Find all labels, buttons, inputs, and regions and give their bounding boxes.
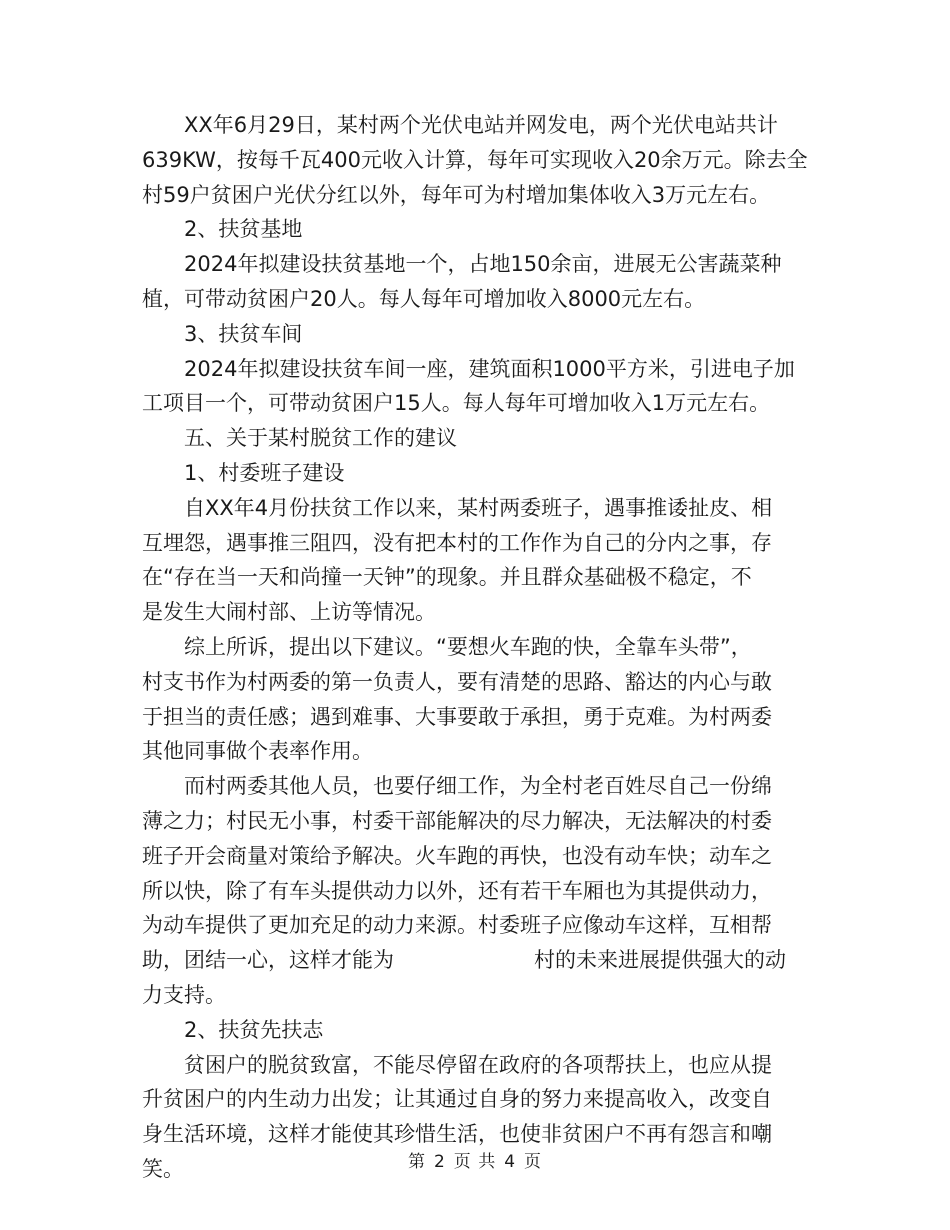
line-fragment: 助，团结一心，这样才能为 [142, 948, 394, 973]
paragraph-line: 综上所诉，提出以下建议。“要想火车跑的快，全靠车头带”， [184, 634, 752, 659]
page-label-mid: 页 共 [453, 1152, 497, 1172]
paragraph-line: 班子开会商量对策给予解决。火车跑的再快，也没有动车快；动车之 [142, 843, 772, 868]
page-label-suffix: 页 [524, 1152, 543, 1172]
paragraph-line: XX年6月29日，某村两个光伏电站并网发电，两个光伏电站共计 [184, 113, 778, 137]
paragraph-line: 为动车提供了更加充足的动力来源。村委班子应像动车这样，互相帮 [142, 913, 772, 938]
total-pages-number: 4 [504, 1152, 517, 1172]
paragraph-line: 升贫困户的内生动力出发；让其通过自身的努力来提高收入，改变自 [142, 1087, 772, 1112]
section-heading: 五、关于某村脱贫工作的建议 [184, 426, 457, 451]
section-heading: 1、村委班子建设 [184, 460, 345, 485]
paragraph-line: 是发生大闹村部、上访等情况。 [142, 600, 436, 625]
paragraph-line-split [142, 943, 810, 978]
paragraph-line: 2024年拟建设扶贫基地一个，占地150余亩，进展无公害蔬菜种 [184, 252, 782, 277]
paragraph-line: 所以快，除了有车头提供动力以外，还有若干车厢也为其提供动力， [142, 878, 772, 903]
paragraph-line: 植，可带动贫困户20人。每人每年可增加收入8000元左右。 [142, 286, 706, 311]
line-fragment: 村的未来进展提供强大的动 [534, 948, 786, 973]
paragraph-line: 力支持。 [142, 982, 226, 1007]
page-footer [0, 1147, 950, 1172]
paragraph-line: 工项目一个，可带动贫困户15人。每人每年可增加收入1万元左右。 [142, 391, 771, 416]
document-body [142, 108, 810, 1187]
paragraph-line: 贫困户的脱贫致富，不能尽停留在政府的各项帮扶上，也应从提 [184, 1052, 772, 1077]
paragraph-line: 笑。 [142, 1156, 184, 1181]
paragraph-line: 而村两委其他人员，也要仔细工作，为全村老百姓尽自己一份绵 [184, 774, 772, 799]
section-heading: 2、扶贫先扶志 [184, 1017, 324, 1042]
current-page-number: 2 [433, 1152, 446, 1172]
paragraph-line: 村支书作为村两委的第一负责人，要有清楚的思路、豁达的内心与敢 [142, 669, 772, 694]
paragraph-line: 639KW，按每千瓦400元收入计算，每年可实现收入20余万元。除去全 [142, 147, 808, 172]
paragraph-line: 在“存在当一天和尚撞一天钟”的现象。并且群众基础极不稳定，不 [142, 565, 752, 590]
paragraph-line: 于担当的责任感；遇到难事、大事要敢于承担，勇于克难。为村两委 [142, 704, 772, 729]
paragraph-line: 其他同事做个表率作用。 [142, 739, 373, 764]
section-heading: 3、扶贫车间 [184, 321, 303, 346]
section-heading: 2、扶贫基地 [184, 217, 303, 242]
paragraph-line: 村59户贫困户光伏分红以外，每年可为村增加集体收入3万元左右。 [142, 182, 771, 207]
paragraph-line: 互埋怨，遇事推三阻四，没有把本村的工作作为自己的分内之事，存 [142, 530, 772, 555]
paragraph-line: 自XX年4月份扶贫工作以来，某村两委班子，遇事推诿扯皮、相 [184, 495, 773, 520]
paragraph-line: 2024年拟建设扶贫车间一座，建筑面积1000平方米，引进电子加 [184, 356, 795, 381]
page-label-prefix: 第 [407, 1152, 426, 1172]
paragraph-line: 薄之力；村民无小事，村委干部能解决的尽力解决，无法解决的村委 [142, 808, 772, 833]
paragraph-line: 身生活环境，这样才能使其珍惜生活，也使非贫困户不再有怨言和嘲 [142, 1122, 772, 1147]
